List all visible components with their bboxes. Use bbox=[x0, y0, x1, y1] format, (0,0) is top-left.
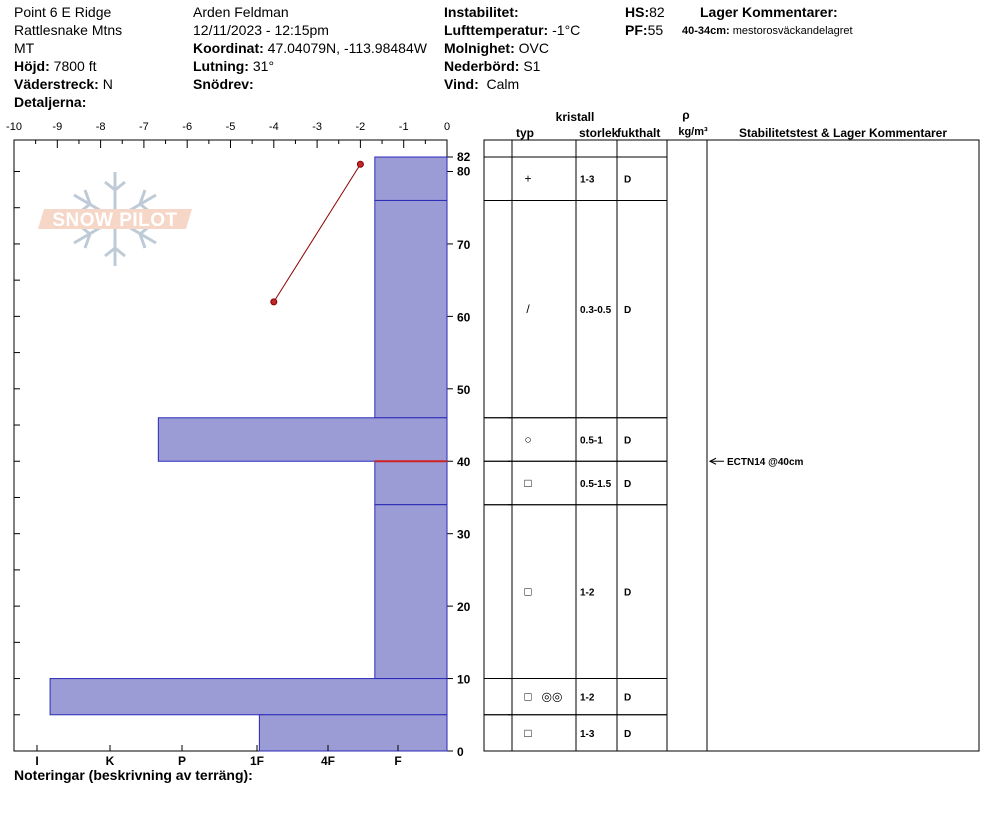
elevation-label: Höjd: bbox=[14, 58, 50, 74]
typ-header: typ bbox=[516, 126, 534, 140]
grain-type-symbol: □ bbox=[524, 689, 532, 704]
hardness-bar bbox=[375, 157, 447, 200]
cloud-label: Molnighet: bbox=[444, 40, 515, 56]
stability-test-result: ECTN14 @40cm bbox=[727, 457, 804, 469]
kristall-header: kristall bbox=[555, 110, 595, 124]
moisture: D bbox=[624, 478, 632, 490]
state: MT bbox=[14, 40, 35, 56]
height-tick-label: 10 bbox=[457, 672, 471, 687]
temp-tick-label: -10 bbox=[6, 121, 22, 133]
grain-size: 0.5-1.5 bbox=[580, 478, 612, 490]
precip-label: Nederbörd: bbox=[444, 58, 520, 74]
grain-type-symbol-secondary: ◎◎ bbox=[541, 689, 563, 704]
grain-type-symbol: □ bbox=[524, 584, 532, 599]
mountain-range: Rattlesnake Mtns bbox=[14, 22, 123, 38]
details-label: Detaljerna: bbox=[14, 94, 87, 110]
height-tick-label: 80 bbox=[457, 164, 471, 179]
grain-size: 1-3 bbox=[580, 174, 595, 186]
hs-label: HS: bbox=[625, 4, 650, 20]
drift-label: Snödrev: bbox=[193, 76, 254, 92]
precip-value: S1 bbox=[523, 58, 541, 74]
hardness-label: P bbox=[177, 754, 187, 768]
temp-tick-label: -4 bbox=[268, 121, 279, 133]
storlek-header: storlek bbox=[579, 126, 619, 140]
hs-value: 82 bbox=[649, 4, 665, 20]
hardness-bar bbox=[158, 418, 447, 461]
stability-header: Stabilitetstest & Lager Kommentarer bbox=[738, 126, 948, 140]
pf-value: 55 bbox=[647, 22, 664, 38]
coord-value: 47.04079N, -113.98484W bbox=[267, 40, 427, 56]
hardness-bar bbox=[375, 200, 447, 417]
aspect-label: Väderstreck: bbox=[14, 76, 99, 92]
moisture: D bbox=[624, 692, 632, 704]
height-tick-label: 82 bbox=[457, 150, 471, 164]
layer-comment-range: 40-34cm: bbox=[682, 25, 730, 37]
hardness-label: 1F bbox=[249, 754, 265, 768]
height-tick-label: 60 bbox=[457, 310, 471, 325]
hardness-bar bbox=[375, 505, 447, 679]
moisture: D bbox=[624, 435, 632, 447]
height-tick-label: 20 bbox=[457, 600, 471, 615]
location: Point 6 E Ridge bbox=[14, 4, 112, 20]
moisture: D bbox=[624, 305, 632, 317]
grain-type-symbol: + bbox=[524, 171, 532, 186]
temperature-line bbox=[274, 164, 361, 302]
hardness-bar bbox=[259, 715, 447, 751]
temp-tick-label: -6 bbox=[182, 121, 193, 133]
grain-size: 1-2 bbox=[580, 692, 595, 704]
layer-comments-label: Lager Kommentarer: bbox=[700, 4, 838, 20]
temp-tick-label: -1 bbox=[398, 121, 409, 133]
moisture: D bbox=[624, 728, 632, 740]
temp-tick-label: -2 bbox=[355, 121, 366, 133]
grain-size: 0.3-0.5 bbox=[580, 305, 612, 317]
elevation-value: 7800 ft bbox=[53, 58, 97, 74]
grain-size: 0.5-1 bbox=[580, 435, 603, 447]
wind-value: Calm bbox=[486, 76, 520, 92]
grain-size: 1-2 bbox=[580, 587, 595, 599]
temp-tick-label: 0 bbox=[443, 121, 451, 133]
temperature-point bbox=[271, 299, 277, 305]
hardness-label: F bbox=[394, 754, 402, 768]
height-tick-label: 30 bbox=[457, 527, 471, 542]
height-tick-label: 70 bbox=[457, 237, 471, 252]
hardness-bar bbox=[375, 461, 447, 504]
rho-header: ρ bbox=[682, 108, 690, 122]
wind-label: Vind: bbox=[444, 76, 479, 92]
layer-comment-text: mestorosväckandelagret bbox=[732, 25, 853, 37]
grain-type-symbol: ○ bbox=[524, 432, 532, 447]
grain-type-symbol: / bbox=[526, 302, 530, 317]
density-unit-header: kg/m³ bbox=[678, 126, 708, 138]
notes-row bbox=[14, 766, 253, 784]
airtemp-value: -1°C bbox=[552, 22, 581, 38]
pf-label: PF: bbox=[625, 22, 648, 38]
grain-size: 1-3 bbox=[580, 728, 595, 740]
hardness-bar bbox=[50, 679, 447, 715]
grain-type-symbol: □ bbox=[524, 725, 532, 740]
slope-label: Lutning: bbox=[193, 58, 249, 74]
hardness-label: K bbox=[105, 754, 115, 768]
height-tick-label: 40 bbox=[457, 455, 471, 470]
fukthalt-header: fukthalt bbox=[617, 126, 661, 140]
cloud-value: OVC bbox=[518, 40, 549, 56]
moisture: D bbox=[624, 587, 632, 599]
temp-tick-label: -3 bbox=[312, 121, 322, 133]
notes-label: Noteringar (beskrivning av terräng): bbox=[14, 767, 253, 783]
datetime: 12/11/2023 - 12:15pm bbox=[193, 22, 329, 38]
table-frame bbox=[484, 140, 979, 751]
hardness-label: I bbox=[35, 754, 39, 768]
logo-text: SNOW PILOT bbox=[52, 210, 178, 231]
temp-tick-label: -9 bbox=[52, 121, 63, 133]
temp-tick-label: -8 bbox=[95, 121, 106, 133]
moisture: D bbox=[624, 174, 632, 186]
temp-tick-label: -7 bbox=[139, 121, 149, 133]
instability-label: Instabilitet: bbox=[444, 4, 519, 20]
temp-tick-label: -5 bbox=[225, 121, 236, 133]
hardness-label: 4F bbox=[320, 754, 336, 768]
coord-label: Koordinat: bbox=[193, 40, 264, 56]
height-tick-label: 50 bbox=[457, 382, 471, 397]
aspect-value: N bbox=[102, 76, 113, 92]
temperature-point bbox=[357, 161, 363, 167]
grain-type-symbol: □ bbox=[524, 475, 532, 490]
height-tick-label: 0 bbox=[457, 745, 464, 759]
observer: Arden Feldman bbox=[193, 4, 289, 20]
snowpilot-logo bbox=[38, 172, 192, 266]
airtemp-label: Lufttemperatur: bbox=[444, 22, 549, 38]
slope-value: 31° bbox=[252, 58, 275, 74]
